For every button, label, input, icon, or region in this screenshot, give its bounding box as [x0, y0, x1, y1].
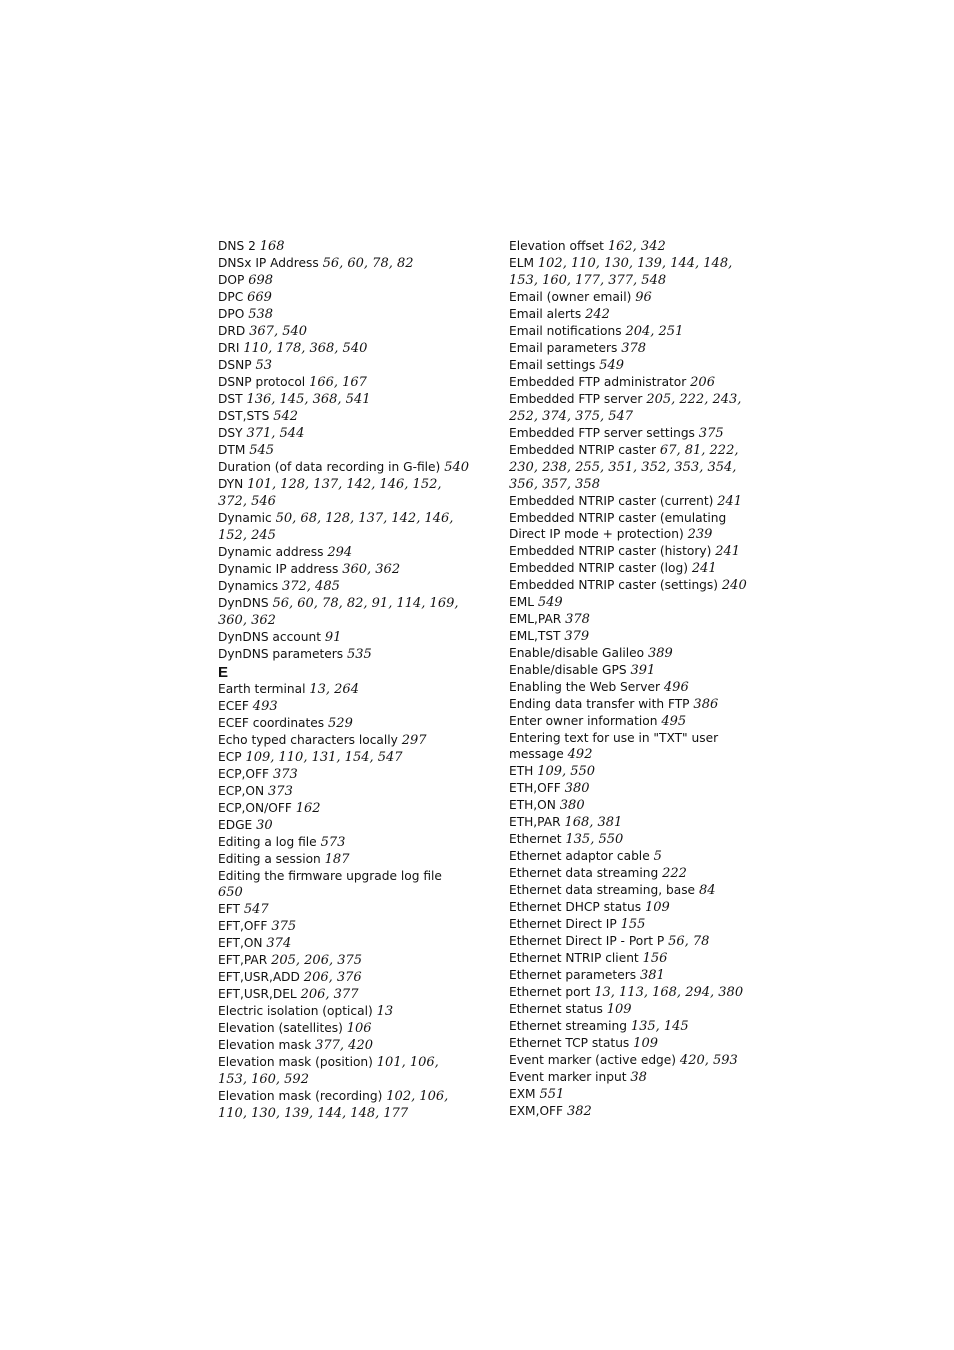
index-entry — [509, 357, 761, 374]
index-term: DST,STS — [218, 409, 270, 423]
index-entry — [509, 238, 761, 255]
index-entry — [509, 577, 761, 594]
index-entry — [509, 628, 761, 645]
index-page-refs: 493 — [252, 699, 278, 714]
index-entry — [218, 868, 470, 901]
index-entry — [218, 1037, 470, 1054]
index-page-refs: 222 — [662, 866, 687, 881]
index-page-refs: 13 — [376, 1004, 394, 1019]
index-page-refs: 538 — [248, 307, 274, 322]
index-term: Ethernet data streaming, base — [509, 883, 696, 897]
index-term: Duration (of data recording in G-file) — [218, 460, 441, 474]
index-page-refs: 529 — [328, 716, 353, 731]
index-entry — [509, 645, 761, 662]
index-entry — [218, 715, 470, 732]
index-term: DNSx IP Address — [218, 256, 319, 270]
index-entry — [509, 713, 761, 730]
index-entry — [509, 493, 761, 510]
index-page-refs: 495 — [661, 714, 687, 729]
index-entry — [509, 391, 761, 425]
index-term: Elevation mask (recording) — [218, 1089, 383, 1103]
index-page-refs: 540 — [444, 460, 470, 475]
index-term: Embedded FTP server — [509, 392, 643, 406]
index-entry — [509, 425, 761, 442]
index-entry — [509, 882, 761, 899]
index-term: Ethernet Direct IP - Port P — [509, 934, 665, 948]
index-page-refs: 373 — [272, 767, 298, 782]
index-term: Ethernet DHCP status — [509, 900, 642, 914]
index-entry — [509, 1018, 761, 1035]
index-term: EXM,OFF — [509, 1104, 564, 1118]
index-page-refs: 206 — [690, 375, 715, 390]
index-page-refs: 109 — [644, 900, 670, 915]
index-entry — [218, 783, 470, 800]
index-entry — [218, 289, 470, 306]
index-term: DSNP — [218, 358, 252, 372]
index-entry — [218, 681, 470, 698]
index-term: Embedded FTP server settings — [509, 426, 695, 440]
index-term: Editing the firmware upgrade log file — [218, 869, 442, 883]
index-entry — [218, 851, 470, 868]
index-page-refs: 38 — [630, 1070, 647, 1085]
index-page-refs: 5 — [653, 849, 662, 864]
index-page-refs: 109, 110, 131, 154, 547 — [245, 750, 403, 765]
index-entry — [218, 306, 470, 323]
index-section-letter: E — [218, 664, 229, 681]
index-page-refs: 135, 145 — [630, 1019, 689, 1034]
index-entry — [218, 561, 470, 578]
index-page-refs: 187 — [324, 852, 350, 867]
index-page-refs: 56, 60, 78, 82, 91, 114, 169, 360, 362 — [218, 596, 459, 628]
index-term: Ethernet parameters — [509, 968, 637, 982]
index-entry — [218, 1088, 470, 1122]
index-entry — [218, 238, 470, 255]
index-page-refs: 13, 264 — [309, 682, 359, 697]
index-page-refs: 551 — [539, 1087, 565, 1102]
index-entry — [218, 340, 470, 357]
index-page-refs: 367, 540 — [249, 324, 308, 339]
index-term: Event marker input — [509, 1070, 627, 1084]
index-term: Elevation offset — [509, 239, 604, 253]
index-term: Earth terminal — [218, 682, 306, 696]
index-entry — [218, 374, 470, 391]
index-page-refs: 206, 376 — [303, 970, 362, 985]
index-page-refs: 162 — [295, 801, 321, 816]
index-entry — [218, 425, 470, 442]
index-page-refs: 241 — [717, 494, 743, 509]
index-page-refs: 373 — [268, 784, 293, 799]
index-term: ECP,OFF — [218, 767, 270, 781]
index-term: EDGE — [218, 818, 253, 832]
index-term: DNS 2 — [218, 239, 256, 253]
index-term: ELM — [509, 256, 535, 270]
index-page-refs: 360, 362 — [342, 562, 401, 577]
index-entry — [218, 459, 470, 476]
index-entry — [218, 1020, 470, 1037]
index-term: ECP,ON — [218, 784, 265, 798]
index-page-refs: 106 — [346, 1021, 372, 1036]
index-term: EFT,PAR — [218, 953, 268, 967]
index-term: Ethernet — [509, 832, 562, 846]
index-entry — [509, 560, 761, 577]
index-term: Enter owner information — [509, 714, 658, 728]
index-entry — [509, 1086, 761, 1103]
index-entry — [509, 984, 761, 1001]
index-term: EFT,OFF — [218, 919, 268, 933]
index-term: Dynamics — [218, 579, 279, 593]
index-page-refs: 372, 485 — [281, 579, 340, 594]
index-entry — [218, 901, 470, 918]
index-term: DSNP protocol — [218, 375, 306, 389]
index-term: DPC — [218, 290, 244, 304]
index-entry — [218, 749, 470, 766]
index-entry — [509, 967, 761, 984]
index-term: Ethernet port — [509, 985, 591, 999]
index-page-refs: 109, 550 — [537, 764, 596, 779]
index-term: EML — [509, 595, 535, 609]
index-page-refs: 205, 206, 375 — [271, 953, 363, 968]
index-term: Embedded NTRIP caster (current) — [509, 494, 714, 508]
index-entry — [218, 952, 470, 969]
index-entry — [509, 255, 761, 289]
index-term: ECP,ON/OFF — [218, 801, 292, 815]
index-term: Echo typed characters locally — [218, 733, 398, 747]
index-entry — [509, 1035, 761, 1052]
index-entry — [218, 510, 470, 544]
index-term: ECEF — [218, 699, 249, 713]
index-term: EXM — [509, 1087, 536, 1101]
index-entry — [509, 442, 761, 493]
index-entry — [218, 357, 470, 374]
index-entry — [218, 272, 470, 289]
index-page-refs: 294 — [327, 545, 353, 560]
index-entry — [509, 1103, 761, 1120]
index-term: Enable/disable Galileo — [509, 646, 645, 660]
index-page-refs: 166, 167 — [309, 375, 367, 390]
index-entry — [509, 1052, 761, 1069]
index-page-refs: 50, 68, 128, 137, 142, 146, 152, 245 — [218, 511, 454, 543]
index-entry — [509, 899, 761, 916]
index-page-refs: 239 — [687, 527, 713, 542]
index-page-refs: 381 — [639, 968, 665, 983]
index-page-refs: 110, 178, 368, 540 — [243, 341, 368, 356]
index-page-refs: 547 — [243, 902, 269, 917]
index-entry — [218, 1054, 470, 1088]
index-term: Entering text for use in "TXT" user message — [509, 731, 719, 761]
index-term: Ethernet TCP status — [509, 1036, 630, 1050]
index-term: Editing a session — [218, 852, 321, 866]
index-entry — [509, 763, 761, 780]
index-term: ECEF coordinates — [218, 716, 325, 730]
index-term: Dynamic IP address — [218, 562, 339, 576]
index-entry — [218, 935, 470, 952]
index-page-refs: 102, 110, 130, 139, 144, 148, 153, 160, 177, 377, 548 — [509, 256, 733, 288]
index-term: DPO — [218, 307, 245, 321]
index-page-refs: 650 — [218, 885, 243, 900]
index-term: Editing a log file — [218, 835, 317, 849]
index-entry — [509, 1001, 761, 1018]
index-entry — [509, 933, 761, 950]
index-page-refs: 204, 251 — [625, 324, 684, 339]
index-page-refs: 669 — [247, 290, 272, 305]
index-entry — [218, 766, 470, 783]
index-term: ETH — [509, 764, 534, 778]
index-page-refs: 162, 342 — [607, 239, 666, 254]
index-page-refs: 91 — [324, 630, 342, 645]
index-page-refs: 492 — [567, 747, 593, 762]
index-entry — [509, 510, 761, 543]
index-term: Embedded NTRIP caster (emulating Direct IP mode + protection) — [509, 511, 727, 541]
index-term: EFT,USR,ADD — [218, 970, 300, 984]
index-page-refs: 168, 381 — [564, 815, 623, 830]
index-entry — [218, 969, 470, 986]
index-term: DTM — [218, 443, 246, 457]
index-entry — [218, 323, 470, 340]
index-page-refs: 375 — [698, 426, 724, 441]
index-page-refs: 379 — [564, 629, 590, 644]
index-term: EFT,USR,DEL — [218, 987, 297, 1001]
index-term: Embedded NTRIP caster — [509, 443, 657, 457]
index-term: Elevation mask — [218, 1038, 312, 1052]
index-page-refs: 545 — [249, 443, 275, 458]
index-page-refs: 698 — [248, 273, 274, 288]
index-page-refs: 96 — [635, 290, 652, 305]
index-term: Ethernet adaptor cable — [509, 849, 650, 863]
index-page-refs: 420, 593 — [679, 1053, 738, 1068]
index-entry — [218, 595, 470, 629]
index-term: Ethernet status — [509, 1002, 603, 1016]
index-page-refs: 542 — [273, 409, 299, 424]
index-term: Email settings — [509, 358, 596, 372]
index-term: DST — [218, 392, 243, 406]
index-entry — [509, 323, 761, 340]
index-entry — [509, 916, 761, 933]
index-entry — [509, 780, 761, 797]
index-entry — [218, 629, 470, 646]
index-page-refs: 386 — [693, 697, 719, 712]
index-page-refs: 535 — [347, 647, 372, 662]
index-page-refs: 13, 113, 168, 294, 380 — [594, 985, 744, 1000]
index-term: DynDNS account — [218, 630, 321, 644]
index-term: Elevation mask (position) — [218, 1055, 373, 1069]
index-term: EFT,ON — [218, 936, 263, 950]
index-term: Enable/disable GPS — [509, 663, 627, 677]
index-entry — [218, 834, 470, 851]
index-entry — [509, 679, 761, 696]
index-page-refs: 205, 222, 243, 252, 374, 375, 547 — [509, 392, 742, 424]
index-entry — [218, 646, 470, 663]
index-page-refs: 84 — [698, 883, 716, 898]
index-entry — [509, 814, 761, 831]
index-page-refs: 156 — [642, 951, 668, 966]
index-term: Ethernet streaming — [509, 1019, 627, 1033]
index-page-refs: 109 — [606, 1002, 632, 1017]
index-page-refs: 155 — [620, 917, 646, 932]
index-term: EFT — [218, 902, 240, 916]
index-entry — [509, 1069, 761, 1086]
index-page-refs: 135, 550 — [565, 832, 624, 847]
index-entry — [509, 374, 761, 391]
index-page-refs: 30 — [256, 818, 273, 833]
index-page-refs: 389 — [647, 646, 673, 661]
index-term: Ethernet data streaming — [509, 866, 659, 880]
index-term: Ending data transfer with FTP — [509, 697, 690, 711]
index-entry — [218, 698, 470, 715]
index-term: Dynamic — [218, 511, 272, 525]
index-term: ETH,PAR — [509, 815, 561, 829]
index-page-refs: 206, 377 — [300, 987, 359, 1002]
index-term: EML,TST — [509, 629, 561, 643]
index-page-refs: 549 — [537, 595, 563, 610]
index-entry — [218, 476, 470, 510]
index-term: Embedded NTRIP caster (log) — [509, 561, 689, 575]
index-page-refs: 375 — [271, 919, 297, 934]
index-term: DSY — [218, 426, 243, 440]
index-term: DynDNS — [218, 596, 269, 610]
index-column-left — [218, 238, 470, 1122]
index-page-refs: 241 — [691, 561, 717, 576]
index-term: Email (owner email) — [509, 290, 632, 304]
index-page-refs: 549 — [599, 358, 624, 373]
index-entry — [218, 918, 470, 935]
index-term: DynDNS parameters — [218, 647, 344, 661]
index-page-refs: 102, 106, 110, 130, 139, 144, 148, 177 — [218, 1089, 449, 1121]
index-entry — [218, 578, 470, 595]
index-page-refs: 371, 544 — [246, 426, 305, 441]
index-entry — [218, 255, 470, 272]
index-entry — [509, 543, 761, 560]
index-entry — [218, 986, 470, 1003]
index-page-refs: 136, 145, 368, 541 — [246, 392, 371, 407]
index-term: Event marker (active edge) — [509, 1053, 677, 1067]
index-term: Elevation (satellites) — [218, 1021, 343, 1035]
index-entry — [509, 696, 761, 713]
index-page-refs: 109 — [633, 1036, 658, 1051]
index-page-refs: 297 — [401, 733, 427, 748]
index-entry — [509, 289, 761, 306]
index-entry — [509, 730, 761, 763]
index-term: Embedded NTRIP caster (history) — [509, 544, 712, 558]
index-page-refs: 496 — [663, 680, 689, 695]
index-term: DYN — [218, 477, 244, 491]
index-page-refs: 56, 78 — [668, 934, 710, 949]
index-entry — [218, 442, 470, 459]
index-entry — [218, 732, 470, 749]
index-term: ETH,ON — [509, 798, 556, 812]
index-page-refs: 242 — [585, 307, 610, 322]
index-page-refs: 101, 128, 137, 142, 146, 152, 372, 546 — [218, 477, 442, 509]
index-term: DOP — [218, 273, 245, 287]
index-term: ECP — [218, 750, 242, 764]
index-entry — [218, 817, 470, 834]
index-entry — [509, 950, 761, 967]
index-page-refs: 168 — [259, 239, 285, 254]
index-term: Email alerts — [509, 307, 582, 321]
index-entry — [509, 594, 761, 611]
index-term: Enabling the Web Server — [509, 680, 661, 694]
index-term: Ethernet Direct IP — [509, 917, 617, 931]
index-term: Email parameters — [509, 341, 618, 355]
index-term: DRD — [218, 324, 246, 338]
index-page-refs: 374 — [266, 936, 292, 951]
index-page-refs: 240 — [721, 578, 747, 593]
index-page-refs: 67, 81, 222, 230, 238, 255, 351, 352, 353, 354, 356, 357, 358 — [509, 443, 739, 492]
index-term: Electric isolation (optical) — [218, 1004, 373, 1018]
index-page-refs: 380 — [559, 798, 585, 813]
index-term: Email notifications — [509, 324, 622, 338]
index-page-refs: 573 — [320, 835, 346, 850]
index-entry — [509, 848, 761, 865]
index-entry — [509, 662, 761, 679]
index-page-refs: 382 — [566, 1104, 592, 1119]
index-term: Embedded NTRIP caster (settings) — [509, 578, 719, 592]
index-entry — [509, 340, 761, 357]
index-page-refs: 391 — [630, 663, 656, 678]
index-page-refs: 56, 60, 78, 82 — [322, 256, 414, 271]
index-entry — [218, 391, 470, 408]
index-term: ETH,OFF — [509, 781, 561, 795]
index-term: Ethernet NTRIP client — [509, 951, 639, 965]
index-term: DRI — [218, 341, 240, 355]
index-page-refs: 380 — [564, 781, 590, 796]
index-term: EML,PAR — [509, 612, 562, 626]
index-page-refs: 101, 106, 153, 160, 592 — [218, 1055, 439, 1087]
index-term: Embedded FTP administrator — [509, 375, 687, 389]
index-entry — [218, 1003, 470, 1020]
index-entry — [509, 831, 761, 848]
index-page-refs: 53 — [255, 358, 273, 373]
index-entry — [218, 408, 470, 425]
index-entry — [218, 544, 470, 561]
index-page-refs: 378 — [621, 341, 647, 356]
index-entry — [218, 800, 470, 817]
index-page-refs: 377, 420 — [315, 1038, 373, 1053]
index-column-right — [509, 238, 761, 1120]
index-page-refs: 241 — [715, 544, 741, 559]
index-entry — [509, 611, 761, 628]
index-page-refs: 378 — [565, 612, 590, 627]
index-term: Dynamic address — [218, 545, 324, 559]
index-entry — [509, 865, 761, 882]
index-entry — [509, 306, 761, 323]
index-entry — [509, 797, 761, 814]
